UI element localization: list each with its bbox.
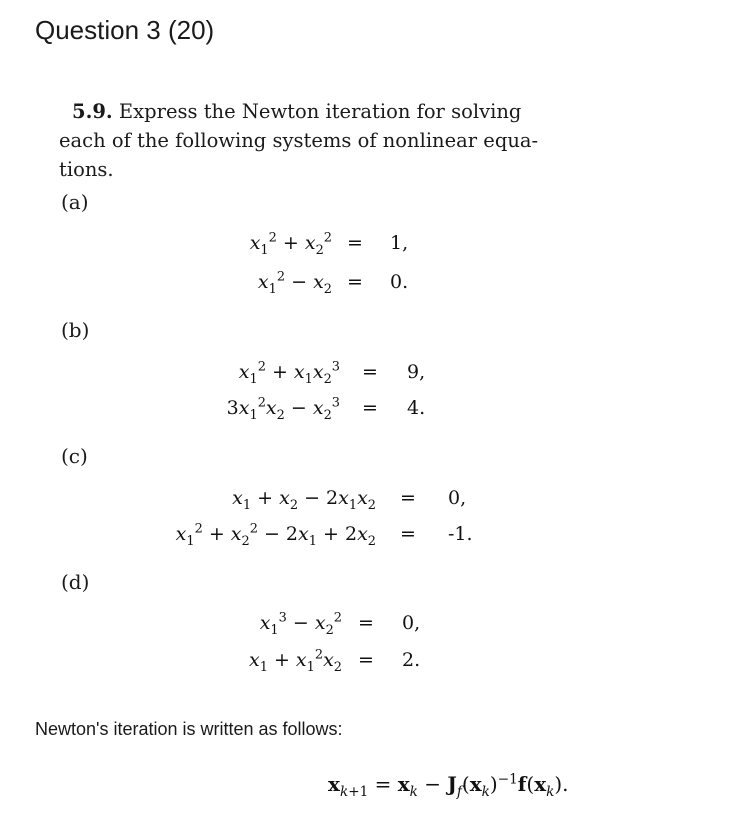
equation-relation: = (362, 397, 378, 419)
part-a-equation-1 (0, 232, 733, 258)
part-c-label: (c) (61, 444, 88, 468)
equation-rhs: 2. (402, 649, 421, 671)
part-a-equation-2 (0, 271, 733, 297)
equation-relation: = (400, 487, 416, 509)
equation-relation: = (347, 271, 363, 293)
equation-lhs: $x_1^3 - x_2^2$ (259, 610, 342, 638)
part-b-label: (b) (61, 318, 90, 342)
equation-lhs: $x_1 + x_1^2x_2$ (248, 647, 342, 675)
problem-number: 5.9. (72, 100, 113, 123)
equation-relation: = (362, 361, 378, 383)
equation-rhs: 4. (407, 397, 426, 419)
equation-lhs: $x_1^2 + x_2^2 - 2x_1 + 2x_2$ (175, 521, 376, 549)
equation-lhs: $3x_1^2x_2 - x_2^3$ (226, 395, 340, 423)
equation-relation: = (400, 523, 416, 545)
part-b-equation-1 (0, 361, 733, 387)
equation-rhs: 1, (390, 232, 409, 254)
equation-lhs: $x_1 + x_2 - 2x_1x_2$ (232, 487, 376, 513)
part-c-equation-2 (0, 523, 733, 549)
part-a-label: (a) (61, 190, 89, 214)
question-title: Question 3 (20) (35, 15, 215, 45)
part-d-label: (d) (61, 570, 90, 594)
equation-lhs: $x_1^2 + x_1x_2^3$ (238, 359, 340, 387)
equation-lhs: $x_1^2 - x_2$ (257, 269, 332, 297)
equation-rhs: 9, (407, 361, 426, 383)
newton-description: Newton's iteration is written as follows: (35, 719, 343, 739)
equation-rhs: -1. (448, 523, 473, 545)
equation-relation: = (347, 232, 363, 254)
equation-rhs: 0. (390, 271, 409, 293)
newton-formula: $x_{k+1} = x_k - J_f(x_k)^{-1}f(x_k)$. (328, 771, 569, 800)
equation-rhs: 0, (448, 487, 467, 509)
problem-statement: 5.9. Express the Newton iteration for solving each of the following systems of nonlinear equa- tions. (59, 100, 539, 181)
part-d-equation-1 (0, 612, 733, 638)
equation-relation: = (358, 649, 374, 671)
part-c-equation-1 (0, 487, 733, 513)
part-b-equation-2 (0, 397, 733, 423)
equation-lhs: $x_1^2 + x_2^2$ (249, 230, 332, 258)
equation-rhs: 0, (402, 612, 421, 634)
equation-relation: = (358, 612, 374, 634)
part-d-equation-2 (0, 649, 733, 675)
